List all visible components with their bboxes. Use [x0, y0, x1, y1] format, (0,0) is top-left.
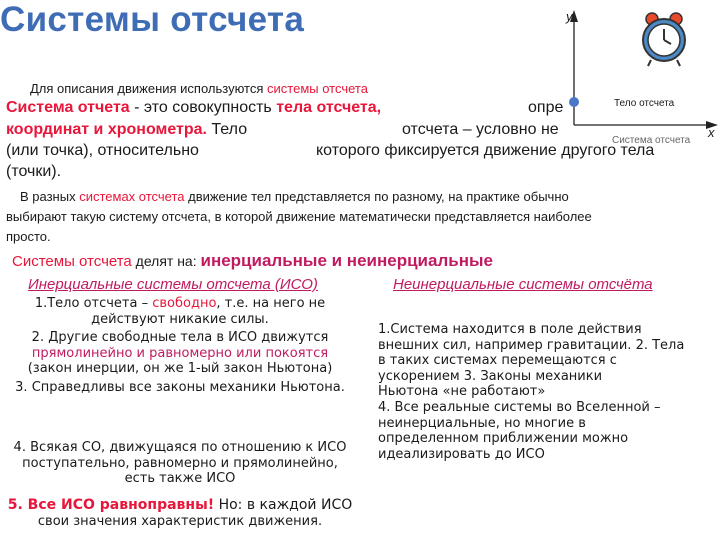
definition-line-4: (точки). [6, 163, 62, 180]
inertial-point-1: 1.Тело отсчета – свободно, т.е. на него не действуют никакие силы. [34, 296, 326, 327]
inertial-heading: Инерциальные системы отсчета (ИСО) [28, 276, 318, 293]
definition-line-1: Система отчета - это совокупность тела отсчета, [6, 99, 382, 116]
inertial-point-5: 5. Все ИСО равноправны! Но: в каждой ИСО свои значения характеристик движения. [7, 497, 353, 529]
intro-line: Для описания движения используются системы отсчета [30, 81, 368, 96]
definition-line-3b: которого фиксируется движение другого тела [316, 142, 655, 159]
inertial-point-4: 4. Всякая СО, движущаяся по отношению к ИСО поступательно, равномерно и прямолинейно, есть также ИСО [13, 440, 347, 487]
inertial-point-2: 2. Другие свободные тела в ИСО движутся прямолинейно и равномерно или покоятся (закон инерции, он же 1-ый закон Ньютона) [27, 330, 333, 377]
x-axis-label: x [708, 125, 715, 140]
y-axis-label: y [566, 9, 573, 24]
paragraph-line-1: В разных системах отсчета движение тел представляется по разному, на практике обычно [20, 189, 569, 204]
definition-line-2-end: отсчета – условно не [402, 121, 559, 138]
reference-frame-diagram [560, 0, 720, 150]
noninertial-text: 1.Система находится в поле действия внешних сил, например гравитации. 2. Тела в таких системах перемещаются с ускорением 3. Законы механики Ньютона «не работают» 4. Все реальные системы во Вселенной – неинерциальные, но многие в определенном приближении можно идеализировать до ИСО [378, 322, 685, 462]
system-label: Система отсчета [612, 135, 691, 146]
body-label: Тело отсчета [614, 98, 675, 109]
inertial-point-3: 3. Справедливы все законы механики Ньютона. [15, 380, 345, 395]
page-title: Системы отсчета [0, 0, 305, 39]
noninertial-heading: Неинерциальные системы отсчёта [393, 276, 653, 293]
division-line: Системы отсчета делят на: инерциальные и неинерциальные [12, 251, 493, 270]
definition-line-3a: (или точка), относительно [6, 142, 199, 159]
paragraph-line-3: просто. [6, 229, 51, 244]
paragraph-line-2: выбирают такую систему отсчета, в которой движение математически представляется наиболее [6, 209, 592, 224]
definition-line-2: координат и хронометра. Тело [6, 121, 248, 138]
intro-term: системы отсчета [267, 81, 368, 96]
definition-line-1-end: опре [528, 99, 564, 116]
